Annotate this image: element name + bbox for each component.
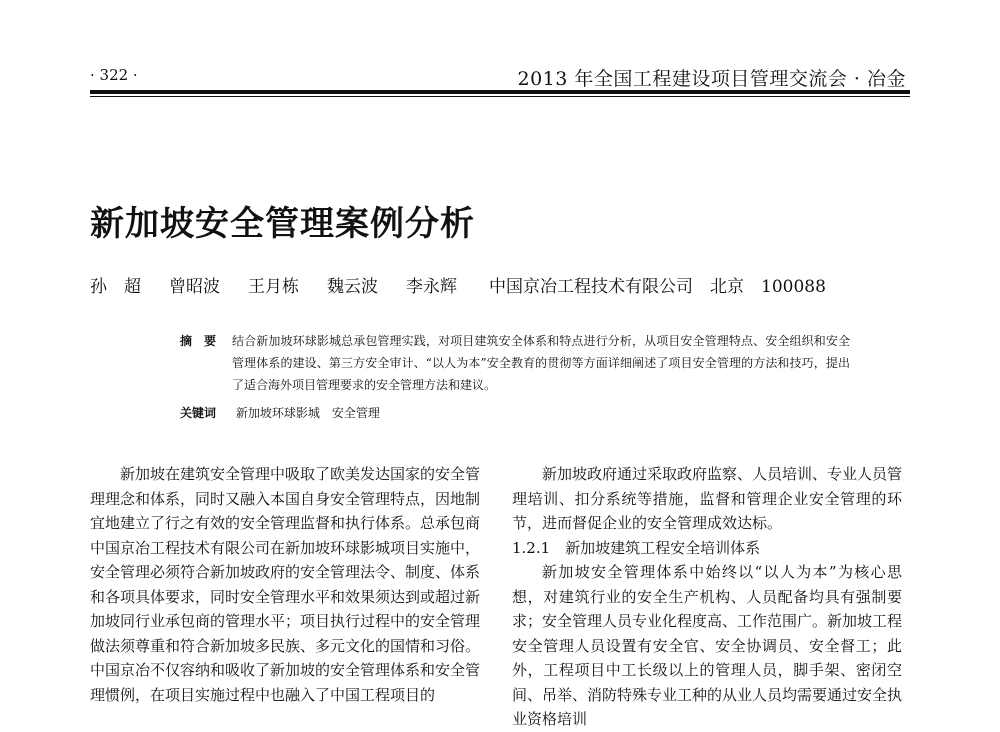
body-paragraph: 新加坡政府通过采取政府监察、人员培训、专业人员管理培训、扣分系统等措施，监督和管理企业安全管理的环节，进而督促企业的安全管理成效达标。 xyxy=(512,465,903,532)
affiliation: 中国京冶工程技术有限公司 北京 100088 xyxy=(489,277,826,297)
body-paragraph: 新加坡在建筑安全管理中吸取了欧美发达国家的安全管理理念和体系，同时又融入本国自身安全管理特点，因地制宜地建立了行之有效的安全管理监督和执行体系。总承包商中国京冶工程技术有限公司在新加坡环球影城项目实施中，安全管理必须符合新加坡政府的安全管理法令、制度、体系和各项具体要求，同时安全管理水平和效果须达到或超过新加坡同行业承包商的管理水平；项目执行过程中的安全管理做法须尊重和符合新加坡多民族、多元文化的国情和习俗。中国京冶不仅容纳和吸收了新加坡的安全管理体系和安全管理惯例，在项目实施过程中也融入了中国工程项目的 xyxy=(90,465,481,704)
header-rule-thin xyxy=(90,96,910,97)
abstract-label: 摘 要 xyxy=(180,334,217,348)
author-name: 魏云波 xyxy=(327,277,378,297)
author-name: 王月栋 xyxy=(248,277,299,297)
author-name: 李永辉 xyxy=(406,277,457,297)
keywords-label: 关键词 xyxy=(180,406,217,420)
body-column-right xyxy=(512,462,902,732)
keywords xyxy=(180,404,380,421)
body-paragraph: 新加坡安全管理体系中始终以“以人为本”为核心思想，对建筑行业的安全生产机构、人员配备均具有强制要求；安全管理人员专业化程度高、工作范围广。新加坡工程安全管理人员设置有安全官、安全协调员、安全督工；此外，工程项目中工长级以上的管理人员，脚手架、密闭空间、吊举、消防特殊专业工种的从业人员均需要通过安全执业资格培训 xyxy=(512,563,903,728)
author-name: 孙 超 xyxy=(90,277,141,297)
page-number: · 322 · xyxy=(90,66,138,84)
abstract xyxy=(180,330,850,396)
running-title: 2013 年全国工程建设项目管理交流会 · 冶金 xyxy=(517,68,906,90)
article-title: 新加坡安全管理案例分析 xyxy=(90,204,475,244)
keywords-text: 新加坡环球影城 安全管理 xyxy=(235,406,380,420)
body-column-left xyxy=(90,462,480,707)
header-rule-thick xyxy=(90,90,910,94)
section-heading: 1.2.1 新加坡建筑工程安全培训体系 xyxy=(512,538,761,557)
author-line xyxy=(90,272,826,297)
abstract-text: 结合新加坡环球影城总承包管理实践，对项目建筑安全体系和特点进行分析，从项目安全管理特点、安全组织和安全管理体系的建设、第三方安全审计、“以人为本”安全教育的贯彻等方面详细阐述了项目安全管理的方法和技巧，提出了适合海外项目管理要求的安全管理方法和建议。 xyxy=(232,334,850,392)
author-name: 曾昭波 xyxy=(169,277,220,297)
